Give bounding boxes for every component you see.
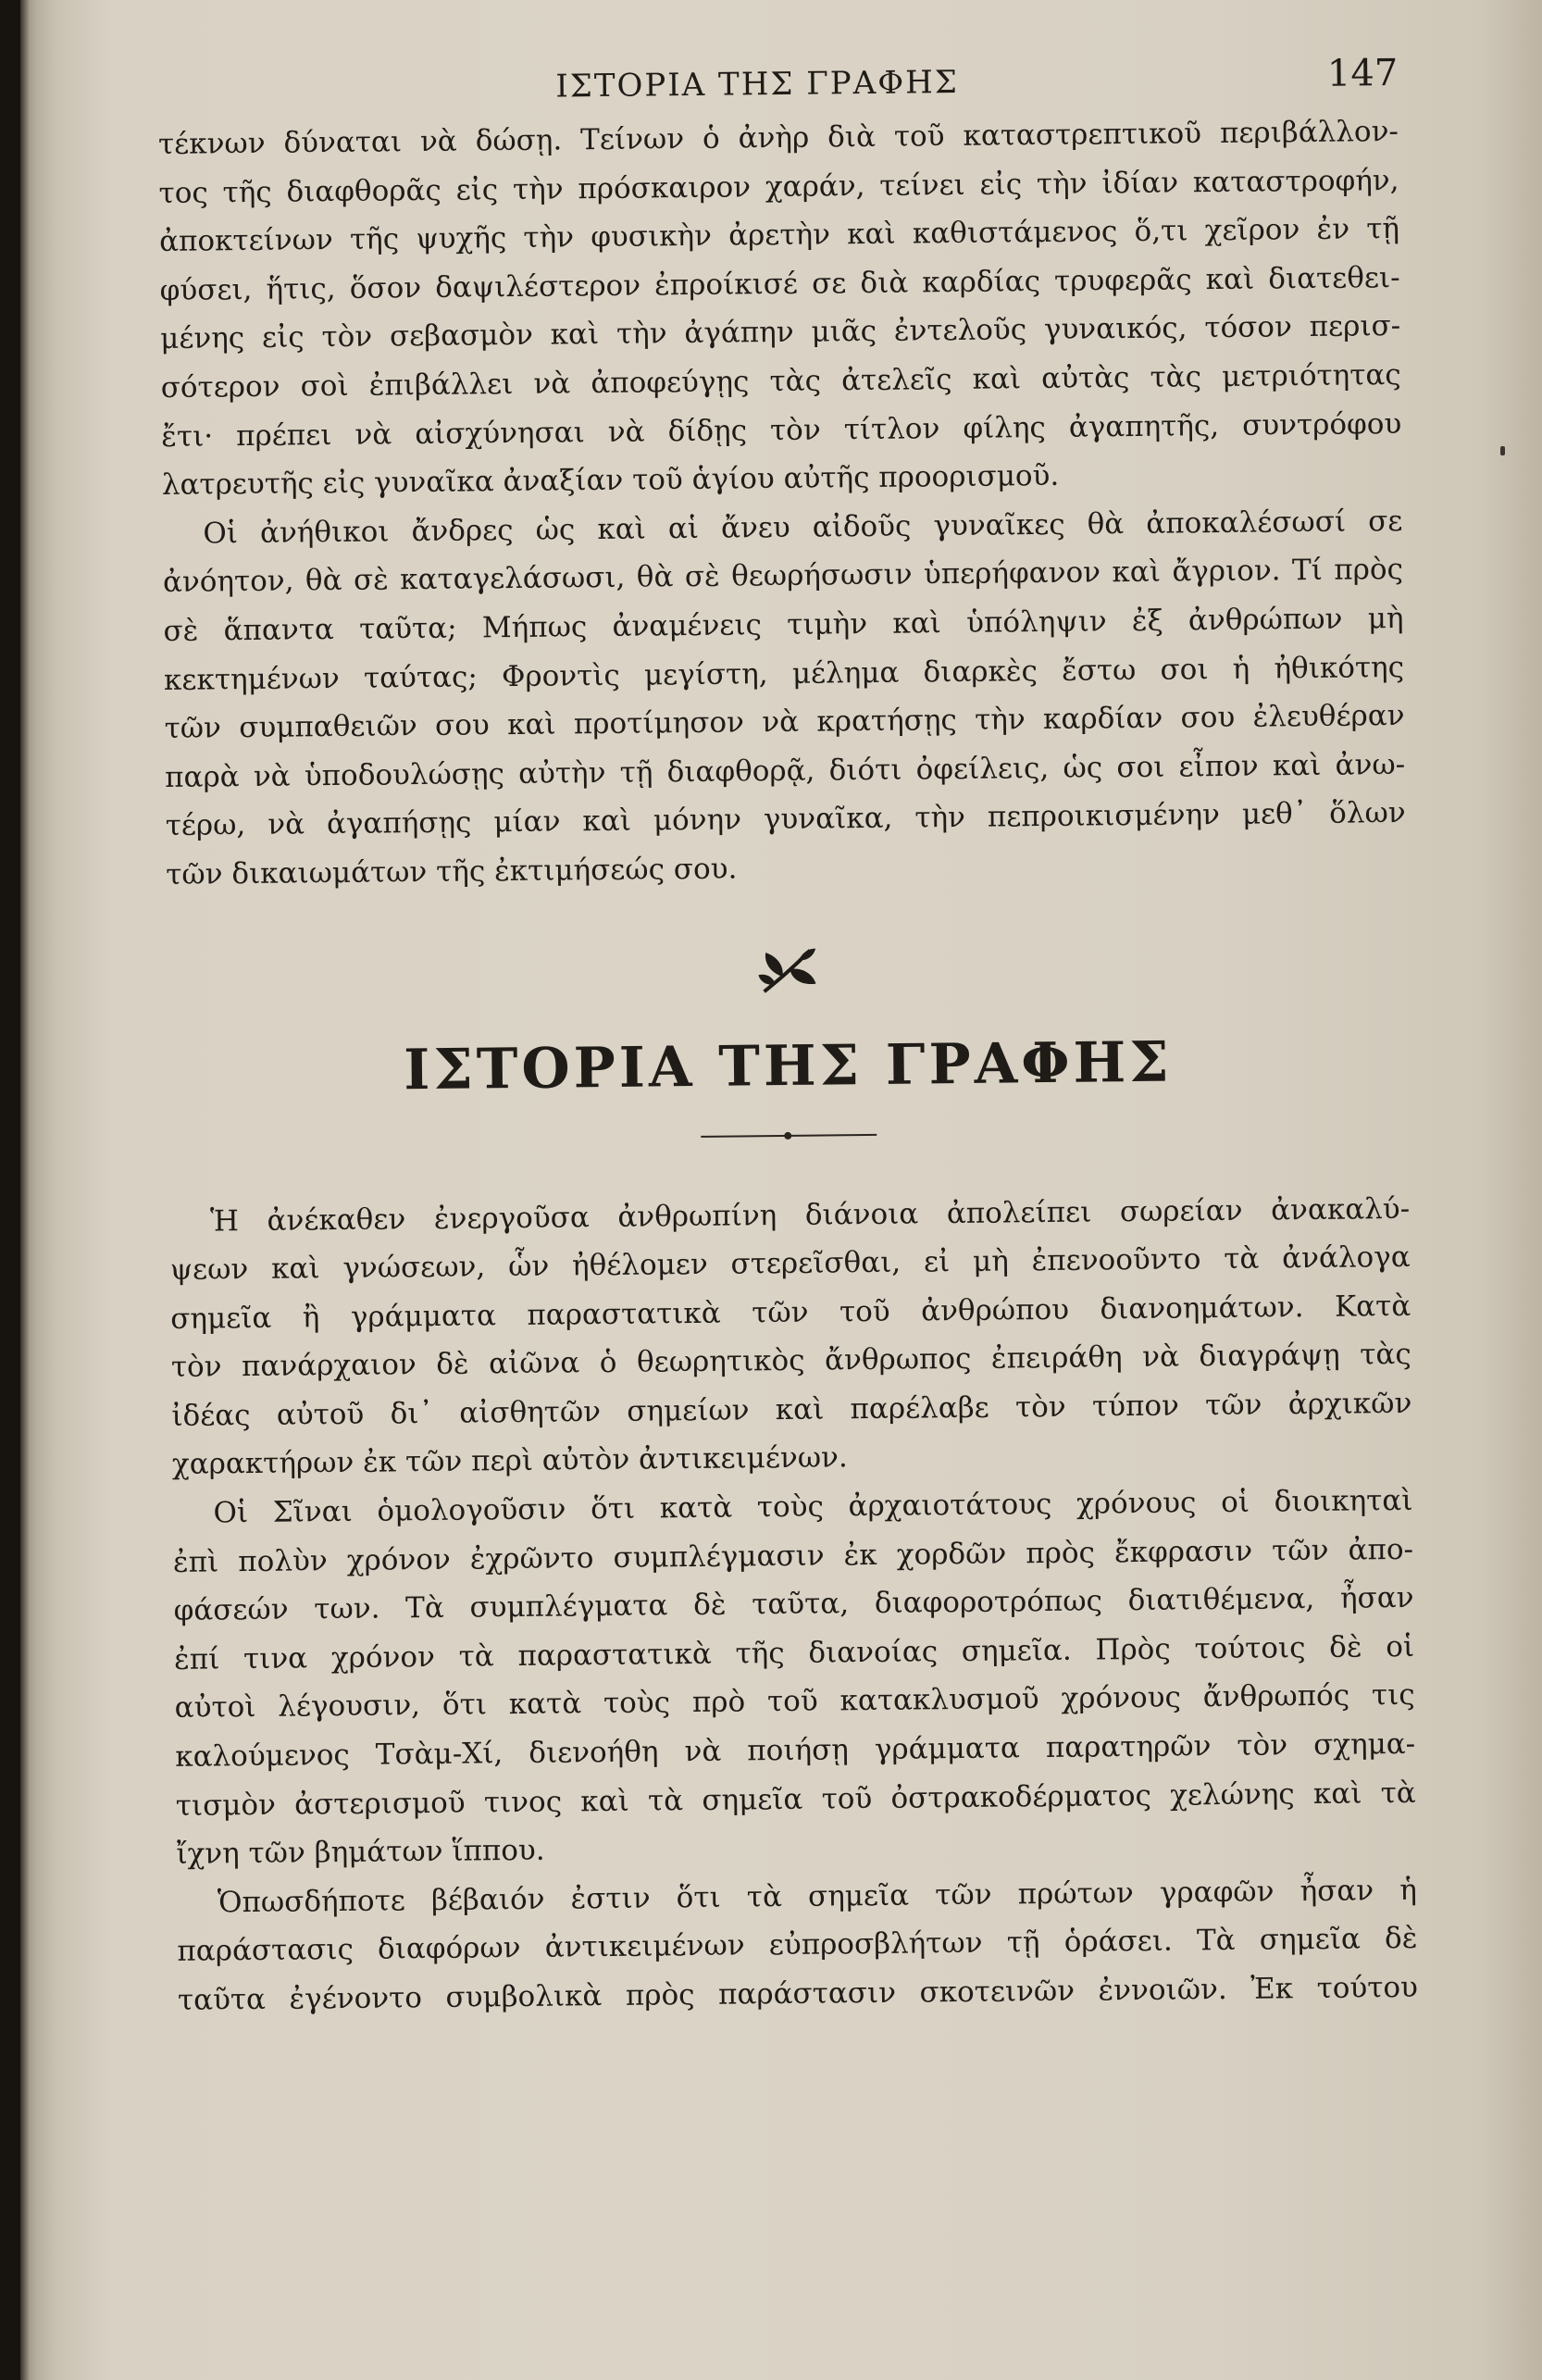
text-line: φύσει, ἥτις, ὅσον δαψιλέστερον ἐπροίκισέ σε διὰ καρδίας τρυφερᾶς καὶ διατεθει- <box>159 260 1400 307</box>
text-line: ἀποκτείνων τῆς ψυχῆς τὴν φυσικὴν ἀρετὴν καὶ καθιστάμενος ὅ,τι χεῖρον ἐν τῇ <box>158 212 1400 259</box>
running-title: ΙΣΤΟΡΙΑ ΤΗΣ ΓΡΑΦΗΣ <box>555 63 960 106</box>
text-line: Ἡ ἀνέκαθεν ἐνεργοῦσα ἀνθρωπίνη διάνοια ἀπολείπει σωρείαν ἀνακαλύ- <box>209 1191 1411 1238</box>
text-line: ταῦτα ἐγένοντο συμβολικὰ πρὸς παράστασιν σκοτεινῶν ἐννοιῶν. Ἐκ τούτου <box>177 1970 1419 2017</box>
section-title: ΙΣΤΟΡΙΑ ΤΗΣ ΓΡΑΦΗΣ <box>403 1029 1173 1103</box>
continued-paragraphs <box>158 107 1407 899</box>
page-speck <box>1500 446 1505 455</box>
text-line: λατρευτῆς εἰς γυναῖκα ἀναξίαν τοῦ ἁγίου αὐτῆς προορισμοῦ. <box>161 458 1060 503</box>
text-line: ἰδέας αὐτοῦ δι᾽ αἰσθητῶν σημείων καὶ παρέλαβε τὸν τύπον τῶν ἀρχικῶν <box>171 1386 1412 1433</box>
text-line: σότερον σοὶ ἐπιβάλλει νὰ ἀποφεύγῃς τὰς ἀτελεῖς καὶ αὐτὰς τὰς μετριότητας <box>160 357 1401 405</box>
text-line: τῶν δικαιωμάτων τῆς ἐκτιμήσεώς σου. <box>166 852 738 891</box>
text-line: τέκνων δύναται νὰ δώσῃ. Τείνων ὁ ἀνὴρ διὰ τοῦ καταστρεπτικοῦ περιβάλλον- <box>157 114 1399 161</box>
section-paragraphs <box>169 1184 1418 2025</box>
text-line: ἴχνη τῶν βημάτων ἵππου. <box>176 1833 545 1872</box>
book-gutter <box>0 0 20 2380</box>
text-line: παρὰ νὰ ὑποδουλώσῃς αὐτὴν τῇ διαφθορᾷ, διότι ὀφείλεις, ὡς σοι εἶπον καὶ ἀνω- <box>164 747 1406 794</box>
text-line: φάσεών των. Τὰ συμπλέγματα δὲ ταῦτα, διαφοροτρόπως διατιθέμενα, ἦσαν <box>173 1581 1414 1628</box>
text-line: τὸν πανάρχαιον δὲ αἰῶνα ὁ θεωρητικὸς ἄνθρωπος ἐπειράθη νὰ διαγράψῃ τὰς <box>170 1338 1411 1385</box>
text-line: τῶν συμπαθειῶν σου καὶ προτίμησον νὰ κρατήσῃς τὴν καρδίαν σου ἐλευθέραν <box>164 699 1405 746</box>
divider-dot <box>784 1131 791 1139</box>
text-line: ἐπί τινα χρόνον τὰ παραστατικὰ τῆς διανοίας σημεῖα. Πρὸς τούτοις δὲ οἱ <box>173 1629 1415 1676</box>
text-line: σημεῖα ἢ γράμματα παραστατικὰ τῶν τοῦ ἀνθρώπου διανοημάτων. Κατὰ <box>170 1289 1411 1336</box>
running-head <box>157 43 1399 120</box>
text-line: τέρω, νὰ ἀγαπήσῃς μίαν καὶ μόνην γυναῖκα, τὴν πεπροικισμένην μεθ᾽ ὅλων <box>165 796 1406 843</box>
text-line: μένης εἰς τὸν σεβασμὸν καὶ τὴν ἀγάπην μιᾶς ἐντελοῦς γυναικός, τόσον περισ- <box>160 309 1401 356</box>
leaf-ornament-icon <box>754 944 820 997</box>
text-line: ἀνόητον, θὰ σὲ καταγελάσωσι, θὰ σὲ θεωρήσωσιν ὑπερήφανον καὶ ἄγριον. Τί πρὸς <box>162 553 1404 600</box>
text-line: κεκτημένων ταύτας; Φροντὶς μεγίστη, μέλημα διαρκὲς ἔστω σοι ἡ ἠθικότης <box>163 650 1405 697</box>
text-line: τισμὸν ἀστερισμοῦ τινος καὶ τὰ σημεῖα τοῦ ὀστρακοδέρματος χελώνης καὶ τὰ <box>175 1776 1416 1823</box>
text-line: ψεων καὶ γνώσεων, ὧν ἠθέλομεν στερεῖσθαι, εἰ μὴ ἐπενοοῦντο τὰ ἀνάλογα <box>169 1240 1411 1288</box>
text-line: ἔτι· πρέπει νὰ αἰσχύνησαι νὰ δίδῃς τὸν τίτλον φίλης ἀγαπητῆς, συντρόφου <box>161 406 1402 454</box>
page-number: 147 <box>1326 51 1399 95</box>
text-line: Οἱ Σῖναι ὁμολογοῦσιν ὅτι κατὰ τοὺς ἀρχαιοτάτους χρόνους οἱ διοικηταὶ <box>213 1483 1413 1530</box>
page-content <box>157 43 1418 2025</box>
text-line: Οἱ ἀνήθικοι ἄνδρες ὡς καὶ αἱ ἄνευ αἰδοῦς γυναῖκες θὰ ἀποκαλέσωσί σε <box>203 504 1403 551</box>
section-divider <box>701 1125 877 1145</box>
text-line: παράστασις διαφόρων ἀντικειμένων εὐπροσβλήτων τῇ ὁράσει. Τὰ σημεῖα δὲ <box>177 1922 1418 1969</box>
text-line: αὐτοὶ λέγουσιν, ὅτι κατὰ τοὺς πρὸ τοῦ κατακλυσμοῦ χρόνους ἄνθρωπός τις <box>174 1678 1415 1726</box>
text-line: σὲ ἅπαντα ταῦτα; Μήπως ἀναμένεις τιμὴν καὶ ὑπόληψιν ἐξ ἀνθρώπων μὴ <box>163 601 1404 648</box>
text-line: τος τῆς διαφθορᾶς εἰς τὴν πρόσκαιρον χαράν, τείνει εἰς τὴν ἰδίαν καταστροφήν, <box>158 163 1399 210</box>
text-line: καλούμενος Τσὰμ-Χί, διενοήθη νὰ ποιήσῃ γράμματα παρατηρῶν τὸν σχημα- <box>175 1726 1416 1774</box>
text-line: Ὁπωσδήποτε βέβαιόν ἐστιν ὅτι τὰ σημεῖα τῶν πρώτων γραφῶν ἦσαν ἡ <box>217 1873 1418 1920</box>
text-line: χαρακτήρων ἐκ τῶν περὶ αὐτὸν ἀντικειμένων. <box>171 1440 848 1482</box>
text-line: ἐπὶ πολὺν χρόνον ἐχρῶντο συμπλέγμασιν ἐκ χορδῶν πρὸς ἔκφρασιν τῶν ἀπο- <box>172 1532 1414 1579</box>
